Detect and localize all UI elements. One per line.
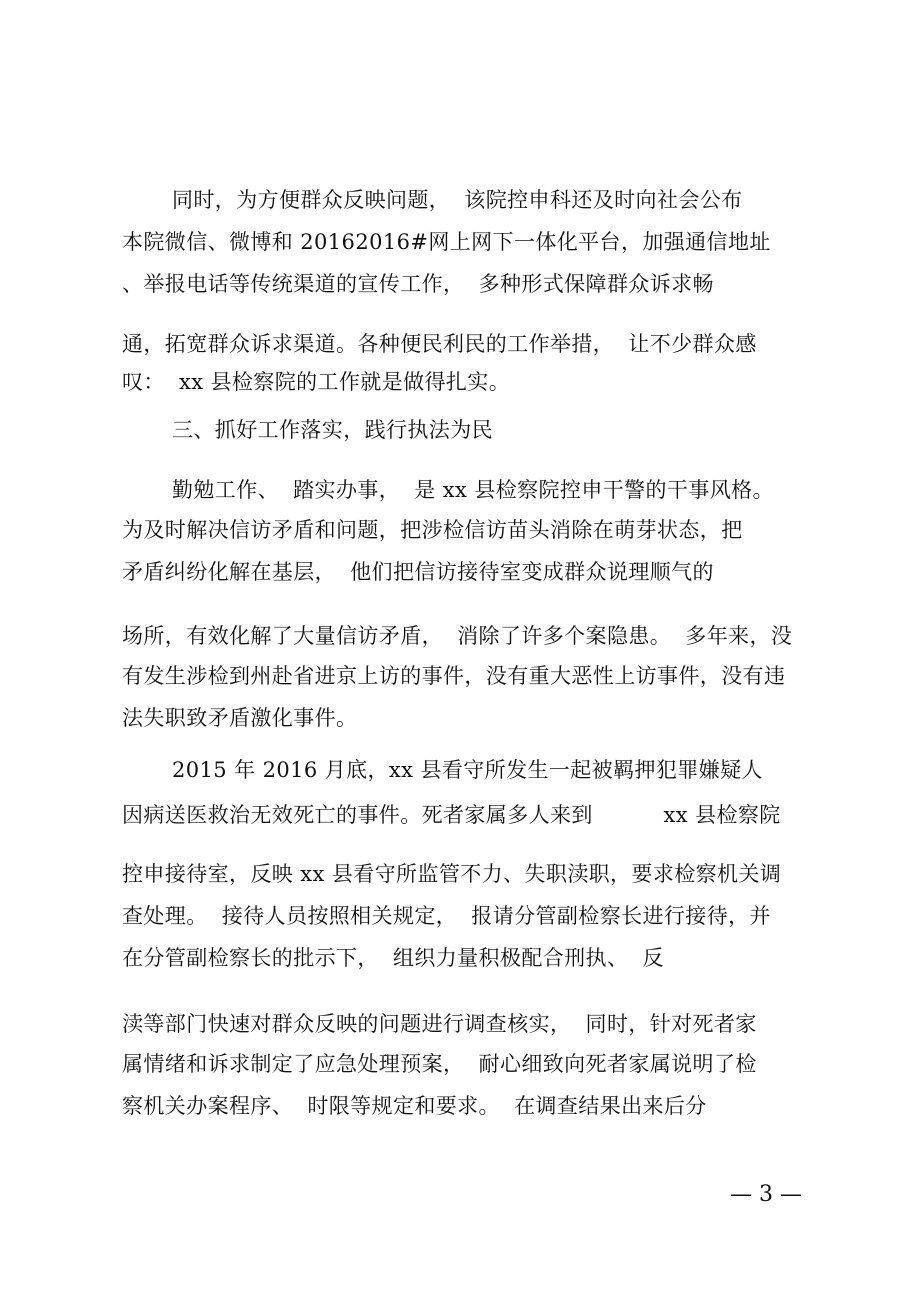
text-line: 通，拓宽群众诉求渠道。各种便民利民的工作举措， 让不少群众感 <box>122 332 757 356</box>
text-line: 控申接待室，反映 xx 县看守所监管不力、失职渎职，要求检察机关调 <box>122 862 782 886</box>
section-heading: 三、抓好工作落实，践行执法为民 <box>172 418 493 442</box>
text-line: 勤勉工作、 踏实办事， 是 xx 县检察院控申干警的干事风格。 <box>172 478 774 502</box>
text-line: 属情绪和诉求制定了应急处理预案， 耐心细致向死者家属说明了检 <box>122 1052 757 1076</box>
text-line: 为及时解决信访矛盾和问题，把涉检信访苗头消除在萌芽状态，把 <box>122 518 743 542</box>
text-line: 、举报电话等传统渠道的宣传工作， 多种形式保障群众诉求畅 <box>122 272 714 296</box>
text-line: 渎等部门快速对群众反映的问题进行调查核实， 同时，针对死者家 <box>122 1012 757 1036</box>
text-line: 同时，为方便群众反映问题， 该院控申科还及时向社会公布 <box>172 188 743 212</box>
text-line: 查处理。 接待人员按照相关规定， 报请分管副检察长进行接待，并 <box>122 904 771 928</box>
text-line: 场所，有效化解了大量信访矛盾， 消除了许多个案隐患。 多年来，没 <box>122 624 793 648</box>
text-line: 察机关办案程序、 时限等规定和要求。 在调查结果出来后分 <box>122 1094 707 1118</box>
text-line: 叹： xx 县检察院的工作就是做得扎实。 <box>122 370 511 394</box>
page-number: — 3 — <box>730 1182 802 1207</box>
text-line: 因病送医救治无效死亡的事件。死者家属多人来到 xx 县检察院 <box>122 803 781 827</box>
text-line: 本院微信、微博和 20162016#网上网下一体化平台，加强通信地址 <box>122 230 771 254</box>
text-line: 2015 年 2016 月底，xx 县看守所发生一起被羁押犯罪嫌疑人 <box>172 758 763 782</box>
text-line: 矛盾纠纷化解在基层， 他们把信访接待室变成群众说理顺气的 <box>122 560 714 584</box>
text-line: 法失职致矛盾激化事件。 <box>122 706 358 730</box>
text-line: 有发生涉检到州赴省进京上访的事件，没有重大恶性上访事件，没有违 <box>122 664 786 688</box>
text-line: 在分管副检察长的批示下， 组织力量积极配合刑执、 反 <box>122 946 664 970</box>
